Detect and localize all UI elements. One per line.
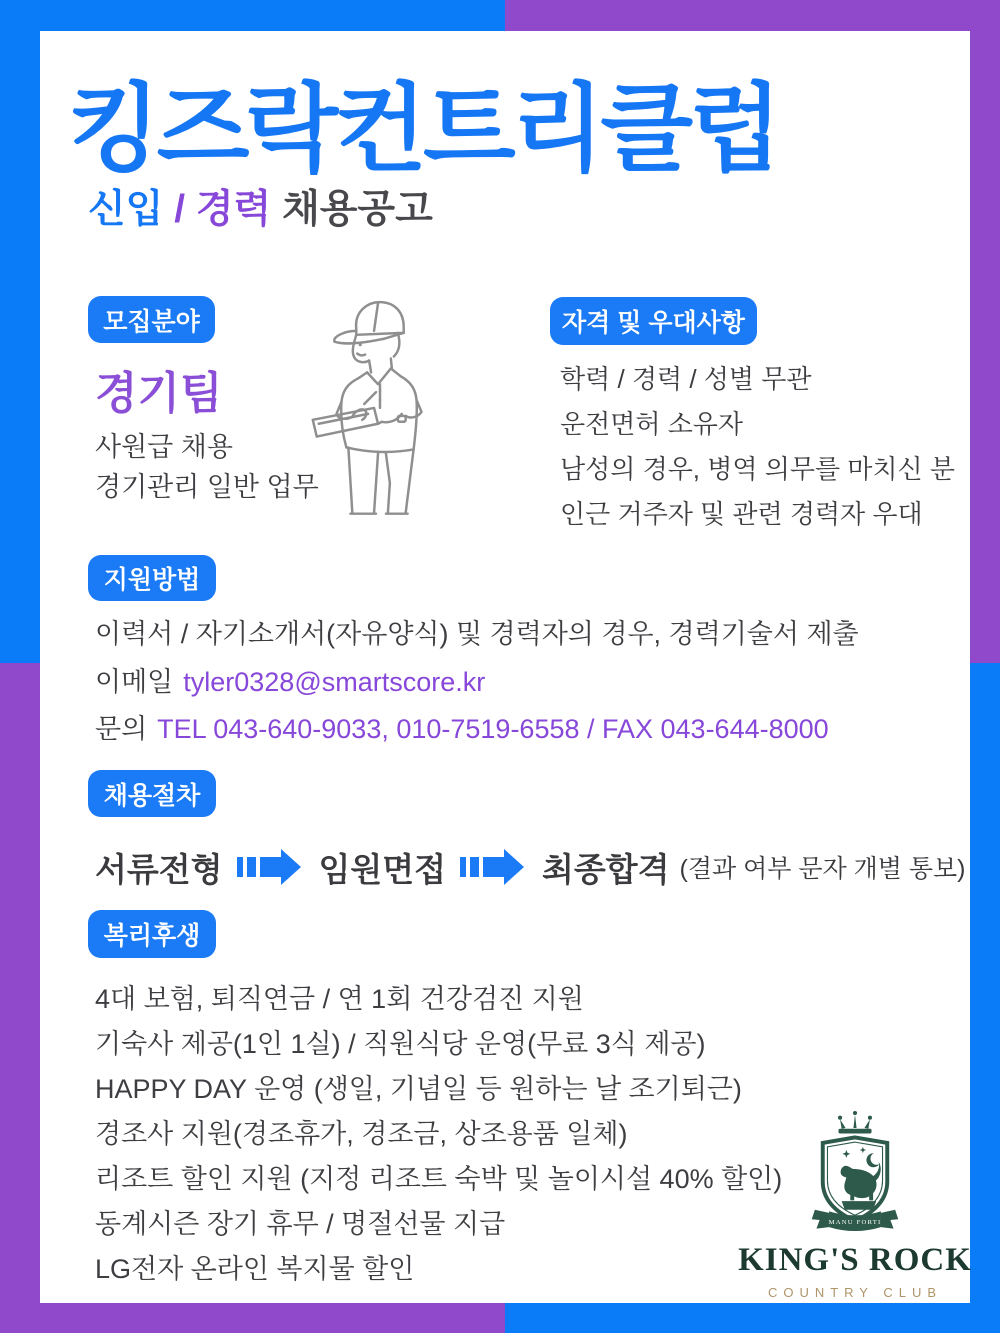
subtitle-separator: / [163, 188, 196, 231]
email-address: tyler0328@smartscore.kr [183, 667, 486, 697]
process-step: 최종합격 [542, 850, 670, 888]
contact-label: 문의 [95, 714, 148, 744]
contact-numbers: TEL 043-640-9033, 010-7519-6558 / FAX 043-644-8000 [157, 714, 829, 744]
process-note: (결과 여부 문자 개별 통보) [679, 855, 966, 883]
qualification-line: 남성의 경우, 병역 의무를 마치신 분 [560, 454, 955, 484]
process-step: 임원면접 [318, 850, 447, 888]
welfare-item: 리조트 할인 지원 (지정 리조트 숙박 및 놀이시설 40% 할인) [95, 1164, 783, 1194]
welfare-item: LG전자 온라인 복지물 할인 [95, 1254, 415, 1284]
subtitle-rest: 채용공고 [271, 188, 433, 231]
qualification-line: 운전면허 소유자 [560, 409, 744, 439]
welfare-section-badge: 복리후생 [88, 910, 216, 958]
welfare-item: 기숙사 제공(1인 1실) / 직원식당 운영(무료 3식 제공) [95, 1029, 706, 1059]
crest-motto: MANU FORTI [828, 1218, 882, 1226]
kings-rock-logo [735, 1109, 975, 1300]
welfare-item: 4대 보험, 퇴직연금 / 연 1회 건강검진 지원 [95, 984, 584, 1014]
page-title: 킹즈락컨트리클럽 [68, 76, 778, 183]
process-arrow-icon [460, 847, 524, 887]
process-flow [95, 841, 965, 893]
apply-email-line [95, 660, 485, 699]
golfer-illustration [295, 287, 463, 519]
recruit-team-name: 경기팀 [95, 369, 223, 418]
page-subtitle [88, 178, 433, 234]
apply-contact-line [95, 707, 829, 746]
process-step: 서류전형 [95, 850, 223, 888]
apply-documents-line: 이력서 / 자기소개서(자유양식) 및 경력자의 경우, 경력기술서 제출 [95, 619, 859, 649]
qualification-line: 인근 거주자 및 관련 경력자 우대 [560, 499, 923, 529]
qualification-line: 학력 / 경력 / 성별 무관 [560, 364, 812, 394]
logo-subname: COUNTRY CLUB [767, 1285, 943, 1300]
recruit-line: 사원급 채용 [95, 432, 233, 462]
email-label: 이메일 [95, 667, 174, 697]
recruit-section-badge: 모집분야 [88, 296, 215, 343]
welfare-item: 경조사 지원(경조휴가, 경조금, 상조용품 일체) [95, 1119, 628, 1149]
poster-card [40, 31, 970, 1303]
subtitle-new: 신입 [88, 188, 164, 231]
process-section-badge: 채용절차 [88, 770, 216, 817]
kings-rock-crest-icon [796, 1109, 914, 1235]
subtitle-experienced: 경력 [195, 188, 272, 231]
welfare-item: HAPPY DAY 운영 (생일, 기념일 등 원하는 날 조기퇴근) [95, 1074, 742, 1104]
welfare-list [95, 985, 782, 1300]
apply-section-badge: 지원방법 [88, 555, 216, 601]
process-arrow-icon [237, 847, 301, 887]
logo-name: KING'S ROCK [738, 1242, 972, 1278]
welfare-item: 동계시즌 장기 휴무 / 명절선물 지급 [95, 1209, 506, 1239]
qualification-section-badge: 자격 및 우대사항 [550, 297, 757, 345]
recruit-line: 경기관리 일반 업무 [95, 472, 319, 502]
